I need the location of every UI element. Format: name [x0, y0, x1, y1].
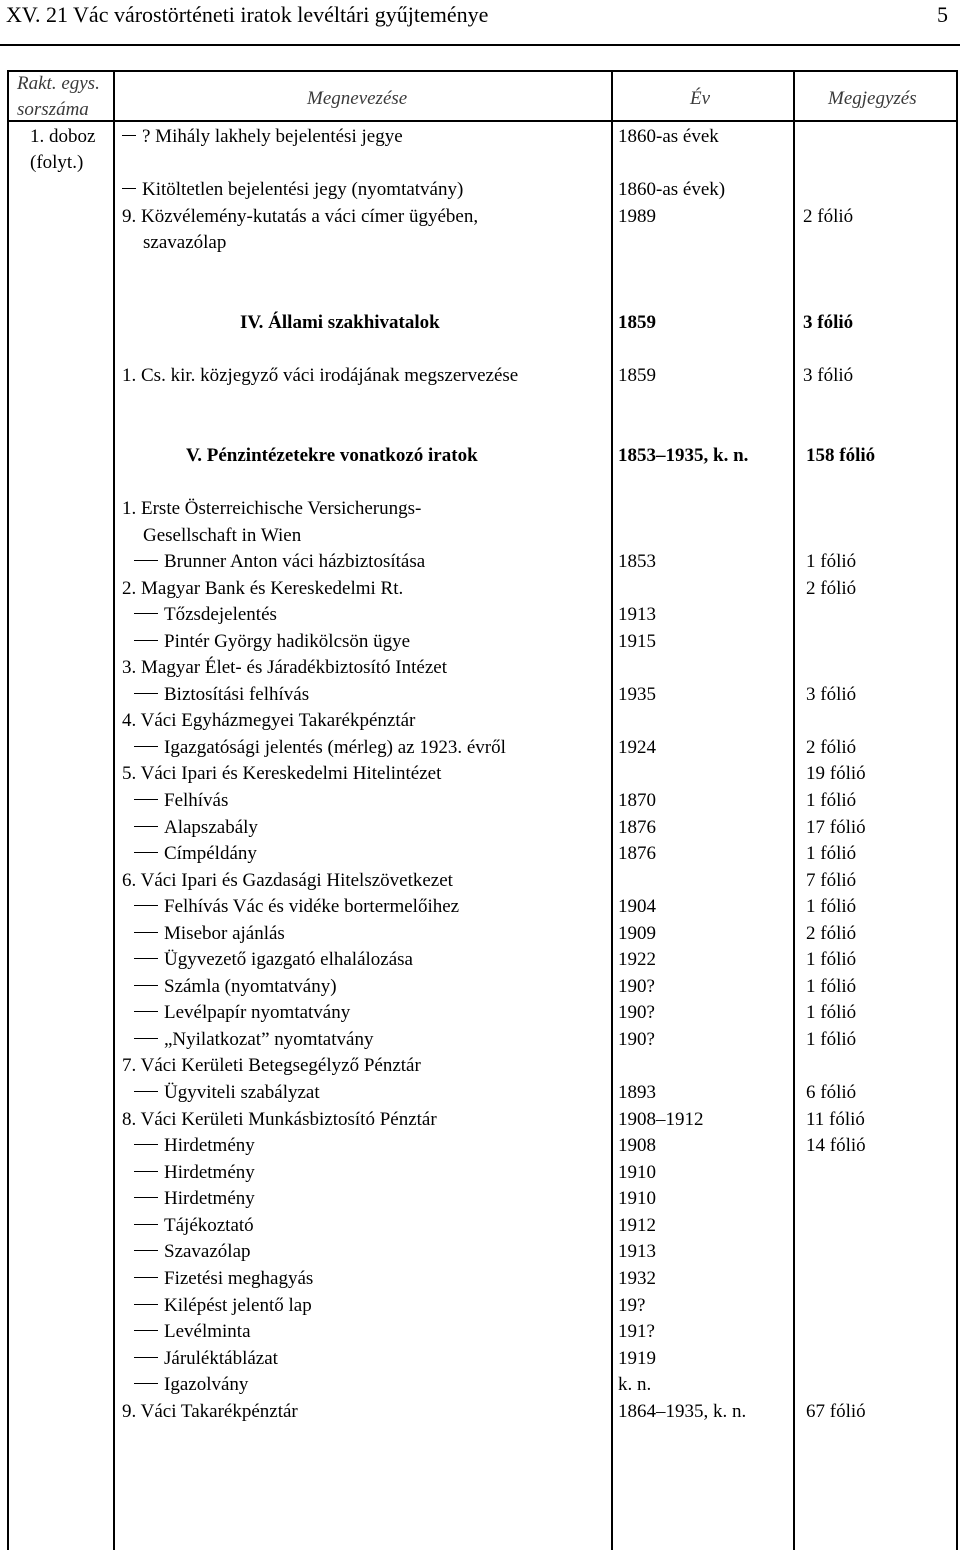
item-name: 9. Közvélemény-kutatás a váci címer ügyében,: [122, 206, 479, 227]
item-name: Pintér György hadikölcsön ügye: [134, 629, 410, 655]
item-name: 2. Magyar Bank és Kereskedelmi Rt.: [122, 578, 404, 599]
item-name: Igazolvány: [134, 1372, 248, 1398]
header-divider: [7, 120, 958, 122]
dash-icon: [134, 905, 158, 906]
dash-icon: [134, 1304, 158, 1305]
item-year: 1910: [618, 1162, 656, 1183]
item-name: 7. Váci Kerületi Betegsegélyző Pénztár: [122, 1055, 421, 1076]
page-number: 5: [937, 2, 948, 27]
item-year: 1853: [618, 551, 656, 572]
item-year: 1860-as évek: [618, 126, 719, 147]
item-name: Igazgatósági jelentés (mérleg) az 1923. évről: [134, 735, 506, 761]
item-name: Fizetési meghagyás: [134, 1266, 313, 1292]
item-name: 5. Váci Ipari és Kereskedelmi Hitelintézet: [122, 763, 442, 784]
item-year: 1859: [618, 312, 656, 333]
item-year: 1915: [618, 631, 656, 652]
document-title: XV. 21 Vác várostörténeti iratok levéltári gyűjteménye: [6, 2, 489, 27]
column-header-note: Megjegyzés: [828, 88, 917, 109]
item-year: 1876: [618, 843, 656, 864]
item-name: Tájékoztató: [134, 1213, 254, 1239]
item-year: 19?: [618, 1295, 646, 1316]
item-note: 2 fólió: [806, 923, 857, 944]
item-name: Felhívás: [134, 788, 228, 814]
item-name: Ügyviteli szabályzat: [134, 1080, 320, 1106]
dash-icon: [122, 135, 136, 136]
item-year: 1876: [618, 817, 656, 838]
dash-icon: [122, 188, 136, 189]
item-name: Kilépést jelentő lap: [134, 1293, 312, 1319]
item-year: k. n.: [618, 1374, 652, 1395]
item-year: 1989: [618, 206, 656, 227]
item-year: 1935: [618, 684, 656, 705]
dash-icon: [134, 1011, 158, 1012]
item-year: 190?: [618, 976, 655, 997]
item-note: 3 fólió: [806, 684, 857, 705]
item-name: Hirdetmény: [134, 1186, 255, 1212]
dash-icon: [134, 1250, 158, 1251]
dash-icon: [134, 958, 158, 959]
dash-icon: [134, 1277, 158, 1278]
item-name-continued: szavazólap: [143, 232, 227, 253]
item-year: 190?: [618, 1002, 655, 1023]
item-note: 1 fólió: [806, 896, 857, 917]
box-continued: (folyt.): [30, 152, 84, 173]
dash-icon: [134, 1357, 158, 1358]
item-name: 9. Váci Takarékpénztár: [122, 1401, 298, 1422]
column-divider: [793, 70, 795, 1550]
item-name: Tőzsdejelentés: [134, 602, 277, 628]
item-name: Brunner Anton váci házbiztosítása: [134, 549, 425, 575]
dash-icon: [134, 1091, 158, 1092]
item-note: 6 fólió: [806, 1082, 857, 1103]
box-label: 1. doboz: [30, 126, 96, 147]
dash-icon: [134, 640, 158, 641]
item-year: 1913: [618, 1241, 656, 1262]
item-note: 1 fólió: [806, 551, 857, 572]
item-name: 1. Cs. kir. közjegyző váci irodájának megszervezése: [122, 365, 519, 386]
item-name: Levélminta: [134, 1319, 251, 1345]
item-name: 8. Váci Kerületi Munkásbiztosító Pénztár: [122, 1109, 437, 1130]
item-note: 158 fólió: [806, 445, 876, 466]
item-note: 1 fólió: [806, 790, 857, 811]
item-note: 1 fólió: [806, 843, 857, 864]
item-year: 1912: [618, 1215, 656, 1236]
item-year: 1853–1935, k. n.: [618, 445, 749, 466]
dash-icon: [134, 1383, 158, 1384]
item-name: 3. Magyar Élet- és Járadékbiztosító Intézet: [122, 657, 447, 678]
column-header-number-2: sorszáma: [17, 99, 89, 120]
item-year: 1913: [618, 604, 656, 625]
item-note: 2 fólió: [806, 578, 857, 599]
item-year: 191?: [618, 1321, 655, 1342]
column-header-number: Rakt. egys.: [17, 73, 100, 94]
dash-icon: [134, 693, 158, 694]
item-note: 7 fólió: [806, 870, 857, 891]
item-name: Alapszabály: [134, 815, 258, 841]
dash-icon: [134, 1038, 158, 1039]
item-year: 1904: [618, 896, 656, 917]
dash-icon: [134, 1144, 158, 1145]
item-name: Járuléktáblázat: [134, 1346, 278, 1372]
column-header-year: Év: [690, 88, 711, 109]
item-name: Hirdetmény: [134, 1160, 255, 1186]
dash-icon: [134, 932, 158, 933]
item-year: 1859: [618, 365, 656, 386]
item-name: 6. Váci Ipari és Gazdasági Hitelszövetkezet: [122, 870, 453, 891]
column-divider: [611, 70, 613, 1550]
dash-icon: [134, 1330, 158, 1331]
item-year: 1908–1912: [618, 1109, 704, 1130]
item-year: 1870: [618, 790, 656, 811]
item-name: Számla (nyomtatvány): [134, 974, 337, 1000]
item-year: 1910: [618, 1188, 656, 1209]
dash-icon: [134, 613, 158, 614]
item-year: 1893: [618, 1082, 656, 1103]
item-note: 1 fólió: [806, 1029, 857, 1050]
item-note: 3 fólió: [803, 365, 854, 386]
column-header-name: Megnevezése: [307, 88, 408, 109]
item-year: 1932: [618, 1268, 656, 1289]
dash-icon: [134, 852, 158, 853]
item-name: Biztosítási felhívás: [134, 682, 309, 708]
dash-icon: [134, 1224, 158, 1225]
item-year: 1909: [618, 923, 656, 944]
item-year: 1924: [618, 737, 656, 758]
item-note: 17 fólió: [806, 817, 866, 838]
item-note: 11 fólió: [806, 1109, 865, 1130]
dash-icon: [134, 1197, 158, 1198]
item-note: 3 fólió: [803, 312, 854, 333]
item-name: „Nyilatkozat” nyomtatvány: [134, 1027, 373, 1053]
item-year: 1908: [618, 1135, 656, 1156]
page-header: [0, 0, 960, 46]
item-year: 1864–1935, k. n.: [618, 1401, 747, 1422]
item-name: Levélpapír nyomtatvány: [134, 1000, 350, 1026]
item-name: ? Mihály lakhely bejelentési jegye: [122, 124, 403, 150]
item-year: 1919: [618, 1348, 656, 1369]
item-name: Gesellschaft in Wien: [143, 525, 302, 546]
item-year: 1922: [618, 949, 656, 970]
item-year: 1860-as évek): [618, 179, 726, 200]
dash-icon: [134, 985, 158, 986]
item-note: 1 fólió: [806, 949, 857, 970]
item-name: Szavazólap: [134, 1239, 251, 1265]
item-note: 1 fólió: [806, 1002, 857, 1023]
item-note: 1 fólió: [806, 976, 857, 997]
item-name: 4. Váci Egyházmegyei Takarékpénztár: [122, 710, 416, 731]
item-name: Címpéldány: [134, 841, 257, 867]
dash-icon: [134, 799, 158, 800]
item-note: 14 fólió: [806, 1135, 866, 1156]
section-title: IV. Állami szakhivatalok: [240, 312, 440, 333]
dash-icon: [134, 826, 158, 827]
item-note: 2 fólió: [806, 737, 857, 758]
dash-icon: [134, 1171, 158, 1172]
dash-icon: [134, 560, 158, 561]
item-name: Hirdetmény: [134, 1133, 255, 1159]
item-name: Felhívás Vác és vidéke bortermelőihez: [134, 894, 459, 920]
section-title: V. Pénzintézetekre vonatkozó iratok: [186, 445, 478, 466]
dash-icon: [134, 746, 158, 747]
item-note: 2 fólió: [803, 206, 854, 227]
item-name: Ügyvezető igazgató elhalálozása: [134, 947, 413, 973]
item-name: Misebor ajánlás: [134, 921, 285, 947]
item-name: 1. Erste Österreichische Versicherungs-: [122, 498, 422, 519]
item-year: 190?: [618, 1029, 655, 1050]
column-divider: [113, 70, 115, 1550]
item-note: 67 fólió: [806, 1401, 866, 1422]
item-note: 19 fólió: [806, 763, 866, 784]
item-name: Kitöltetlen bejelentési jegy (nyomtatvány): [122, 177, 463, 203]
